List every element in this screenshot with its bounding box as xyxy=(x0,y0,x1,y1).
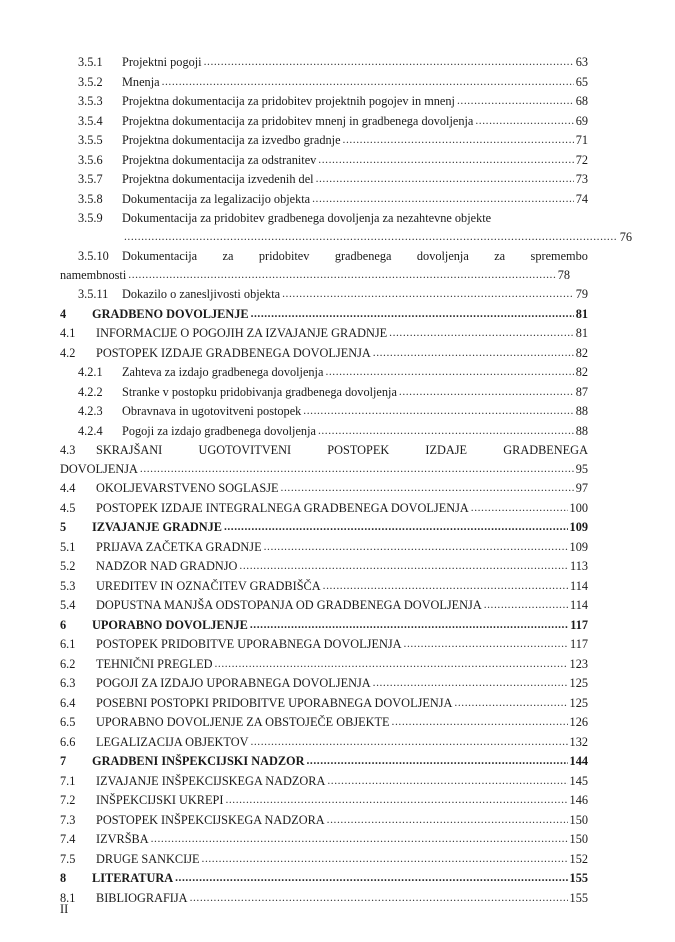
toc-entry-page: 97 xyxy=(575,481,588,495)
dot-leader xyxy=(250,616,568,635)
toc-entry-title-cont: DOVOLJENJA xyxy=(60,461,138,476)
toc-entry-number: 4 xyxy=(60,306,67,321)
toc-entry-number: 4.2.1 xyxy=(78,365,103,379)
toc-entry-page: 144 xyxy=(569,754,588,768)
toc-title-word: POSTOPEK xyxy=(327,443,390,457)
toc-entry-page: 125 xyxy=(569,676,588,690)
dot-leader xyxy=(316,170,574,189)
toc-entry-title: Mnenja xyxy=(122,74,160,89)
dot-leader xyxy=(373,344,574,363)
toc-entry-title: IZVAJANJE INŠPEKCIJSKEGA NADZORA xyxy=(96,773,326,788)
toc-entry-number: 4.2.2 xyxy=(78,384,103,399)
toc-entry[interactable] xyxy=(60,131,588,151)
dot-leader xyxy=(264,538,568,557)
dot-leader xyxy=(282,285,574,304)
toc-title-word: gradbenega xyxy=(334,249,392,263)
toc-entry-title: DOPUSTNA MANJŠA ODSTOPANJA OD GRADBENEGA DOVOLJENJA xyxy=(96,598,482,612)
toc-entry-number: 5.3 xyxy=(60,578,76,593)
toc-entry-number: 5.1 xyxy=(60,539,76,554)
toc-entry[interactable] xyxy=(60,752,588,772)
dot-leader xyxy=(318,151,573,170)
toc-entry-page: 82 xyxy=(575,345,588,360)
dot-leader xyxy=(475,112,573,131)
toc-entry-title: OKOLJEVARSTVENO SOGLASJE xyxy=(96,481,279,495)
toc-title-word: spremembo xyxy=(530,249,588,263)
toc-entry[interactable] xyxy=(60,324,588,344)
dot-leader xyxy=(389,324,574,343)
toc-entry-title: LITERATURA xyxy=(92,871,174,885)
dot-leader xyxy=(318,422,574,441)
dot-leader xyxy=(303,402,573,421)
toc-entry[interactable] xyxy=(60,479,588,499)
toc-entry-page: 109 xyxy=(569,520,588,534)
toc-entry[interactable] xyxy=(60,577,588,597)
toc-entry-title: INFORMACIJE O POGOJIH ZA IZVAJANJE GRADNJE xyxy=(96,326,388,340)
dot-leader xyxy=(454,694,567,713)
toc-entry-title: POSTOPEK IZDAJE INTEGRALNEGA GRADBENEGA DOVOLJENJA xyxy=(96,500,469,515)
toc-entry-page: 117 xyxy=(570,637,588,651)
toc-entry-title: Pogoji za izdajo gradbenega dovoljenja xyxy=(122,423,316,438)
table-of-contents xyxy=(60,53,632,908)
toc-entry-page: 126 xyxy=(569,715,588,729)
toc-entry-number: 7.3 xyxy=(60,812,76,827)
toc-entry[interactable] xyxy=(60,557,588,577)
dot-leader xyxy=(239,557,568,576)
toc-entry[interactable] xyxy=(60,499,588,519)
dot-leader xyxy=(343,131,574,150)
toc-entry-number: 3.5.3 xyxy=(78,94,103,108)
toc-entry-page: 125 xyxy=(569,695,588,710)
toc-entry-title: Zahteva za izdajo gradbenega dovoljenja xyxy=(122,365,324,379)
dot-leader xyxy=(250,733,567,752)
toc-entry[interactable] xyxy=(60,190,588,210)
toc-entry-title: PRIJAVA ZAČETKA GRADNJE xyxy=(96,539,262,554)
toc-entry[interactable] xyxy=(60,363,588,383)
toc-entry[interactable] xyxy=(60,73,588,93)
dot-leader xyxy=(307,752,568,771)
toc-entry-page: 155 xyxy=(569,890,588,905)
toc-title-word: IZDAJE xyxy=(425,443,468,457)
toc-entry-page: 155 xyxy=(569,871,588,885)
toc-entry-title: Projektna dokumentacija za izvedbo gradnje xyxy=(122,133,341,147)
toc-entry[interactable] xyxy=(60,694,588,714)
toc-entry-title: IZVRŠBA xyxy=(96,832,149,846)
toc-entry-number: 6.3 xyxy=(60,676,76,690)
toc-entry-title: Projektna dokumentacija za pridobitev mnenj in gradbenega dovoljenja xyxy=(122,113,474,128)
dot-leader xyxy=(224,518,568,537)
toc-entry-title: Projektna dokumentacija izvedenih del xyxy=(122,172,314,186)
toc-entry[interactable] xyxy=(60,772,588,792)
toc-entry[interactable] xyxy=(60,209,632,247)
toc-entry-number: 3.5.5 xyxy=(78,133,103,147)
dot-leader xyxy=(214,655,567,674)
toc-entry-number: 5 xyxy=(60,520,67,534)
dot-leader xyxy=(281,479,574,498)
dot-leader xyxy=(312,190,574,209)
toc-entry-page: 87 xyxy=(575,384,588,399)
toc-entry-page: 117 xyxy=(570,617,588,632)
toc-entry-page: 68 xyxy=(575,94,588,108)
toc-entry[interactable] xyxy=(60,285,588,305)
toc-title-word: za xyxy=(222,249,234,263)
toc-entry-page: 79 xyxy=(575,287,588,301)
toc-entry-page: 69 xyxy=(575,113,588,128)
toc-entry-page: 114 xyxy=(570,578,588,593)
toc-entry[interactable] xyxy=(60,791,588,811)
dot-leader xyxy=(140,460,574,479)
toc-entry-title: GRADBENI INŠPEKCIJSKI NADZOR xyxy=(92,754,305,768)
toc-entry-number: 3.5.8 xyxy=(78,191,103,206)
toc-entry-page: 88 xyxy=(575,404,588,418)
toc-entry-page: 88 xyxy=(575,423,588,438)
toc-entry[interactable] xyxy=(60,850,588,870)
toc-entry-title: Stranke v postopku pridobivanja gradbenega dovoljenja xyxy=(122,384,397,399)
toc-entry-number: 3.5.7 xyxy=(78,172,103,186)
toc-entry-number: 7.5 xyxy=(60,851,76,866)
toc-entry-page: 82 xyxy=(575,365,588,379)
toc-entry-title: POSTOPEK IZDAJE GRADBENEGA DOVOLJENJA xyxy=(96,345,371,360)
toc-entry-title: Projektni pogoji xyxy=(122,55,202,69)
dot-leader xyxy=(162,73,574,92)
toc-entry-title: DRUGE SANKCIJE xyxy=(96,851,200,866)
toc-title-word: za xyxy=(494,249,506,263)
toc-entry-title: UREDITEV IN OZNAČITEV GRADBIŠČA xyxy=(96,578,321,593)
toc-entry-number: 6.2 xyxy=(60,656,76,671)
toc-entry-title: Projektna dokumentacija za odstranitev xyxy=(122,152,317,167)
toc-entry-page: 132 xyxy=(569,734,588,749)
toc-entry-page: 81 xyxy=(575,326,588,340)
toc-entry[interactable] xyxy=(60,151,588,171)
toc-entry-page: 123 xyxy=(569,656,588,671)
toc-entry[interactable] xyxy=(60,616,588,636)
toc-title-word: pridobitev xyxy=(258,249,310,263)
dot-leader xyxy=(325,363,573,382)
toc-entry-page: 114 xyxy=(570,598,588,612)
dot-leader xyxy=(404,635,568,654)
toc-entry-page: 73 xyxy=(575,172,588,186)
toc-title-word: GRADBENEGA xyxy=(503,443,588,457)
dot-leader xyxy=(175,869,567,888)
toc-entry-page: 145 xyxy=(569,773,588,788)
dot-leader xyxy=(204,53,574,72)
toc-entry-title: Obravnava in ugotovitveni postopek xyxy=(122,404,302,418)
toc-entry-number: 4.1 xyxy=(60,326,76,340)
toc-entry[interactable] xyxy=(60,733,588,753)
toc-entry-number: 7.1 xyxy=(60,773,76,788)
toc-entry[interactable] xyxy=(60,830,588,850)
toc-entry-title: BIBLIOGRAFIJA xyxy=(96,890,188,905)
toc-entry-number: 6.1 xyxy=(60,637,76,651)
toc-entry-number: 6.4 xyxy=(60,695,76,710)
toc-entry[interactable] xyxy=(60,441,588,479)
toc-entry-number: 7 xyxy=(60,754,67,768)
dot-leader xyxy=(124,228,618,247)
toc-entry-number: 4.2 xyxy=(60,345,76,360)
toc-entry-page: 100 xyxy=(569,500,588,515)
toc-entry-number: 7.2 xyxy=(60,793,76,807)
toc-entry-number: 3.5.1 xyxy=(78,55,103,69)
toc-entry[interactable] xyxy=(60,655,588,675)
toc-entry-title: Dokumentacija za legalizacijo objekta xyxy=(122,191,311,206)
toc-entry-number: 5.2 xyxy=(60,559,76,573)
dot-leader xyxy=(251,305,574,324)
toc-entry-number: 7.4 xyxy=(60,832,76,846)
toc-entry-title-cont: namembnosti xyxy=(60,267,127,282)
dot-leader xyxy=(327,811,568,830)
dot-leader xyxy=(225,791,567,810)
toc-entry-number: 3.5.9 xyxy=(78,211,103,225)
toc-entry-title: POSTOPEK PRIDOBITVE UPORABNEGA DOVOLJENJA xyxy=(96,637,402,651)
toc-entry-page: 65 xyxy=(575,74,588,89)
toc-entry-title: GRADBENO DOVOLJENJE xyxy=(92,306,249,321)
dot-leader xyxy=(128,266,555,285)
toc-entry-page: 71 xyxy=(575,133,588,147)
toc-entry-number: 3.5.10 xyxy=(78,249,109,263)
toc-entry-title xyxy=(122,247,588,266)
toc-entry[interactable] xyxy=(60,811,588,831)
dot-leader xyxy=(471,499,568,518)
toc-entry[interactable] xyxy=(60,635,588,655)
toc-title-word: Dokumentacija xyxy=(122,249,198,263)
toc-entry-page: 95 xyxy=(575,461,588,476)
toc-entry[interactable] xyxy=(60,538,588,558)
toc-entry-number: 4.4 xyxy=(60,481,76,495)
toc-entry[interactable] xyxy=(60,674,588,694)
toc-title-word: dovoljenja xyxy=(416,249,469,263)
toc-entry-number: 6 xyxy=(60,617,67,632)
toc-entry-page: 76 xyxy=(619,229,632,244)
toc-entry-title: TEHNIČNI PREGLED xyxy=(96,656,213,671)
toc-entry-number: 8.1 xyxy=(60,890,76,905)
toc-entry-title: UPORABNO DOVOLJENJE xyxy=(92,617,248,632)
toc-entry-page: 150 xyxy=(569,812,588,827)
toc-entry-title: POSEBNI POSTOPKI PRIDOBITVE UPORABNEGA DOVOLJENJA xyxy=(96,695,453,710)
toc-entry[interactable] xyxy=(60,53,588,73)
dot-leader xyxy=(484,596,568,615)
toc-entry[interactable] xyxy=(60,383,588,403)
toc-entry-number: 8 xyxy=(60,871,67,885)
toc-entry-title: Dokazilo o zanesljivosti objekta xyxy=(122,287,281,301)
toc-entry[interactable] xyxy=(60,402,588,422)
toc-entry-title: POSTOPEK INŠPEKCIJSKEGA NADZORA xyxy=(96,812,325,827)
toc-entry-page: 78 xyxy=(557,267,570,282)
dot-leader xyxy=(327,772,567,791)
toc-entry-title: Dokumentacija za pridobitev gradbenega dovoljenja za nezahtevne objekte xyxy=(122,211,492,225)
toc-entry-page: 150 xyxy=(569,832,588,846)
toc-entry-title: Projektna dokumentacija za pridobitev projektnih pogojev in mnenj xyxy=(122,94,455,108)
dot-leader xyxy=(373,674,568,693)
toc-entry[interactable] xyxy=(60,305,588,325)
toc-entry-number: 4.5 xyxy=(60,500,76,515)
toc-title-word: UGOTOVITVENI xyxy=(198,443,292,457)
dot-leader xyxy=(399,383,574,402)
dot-leader xyxy=(392,713,568,732)
toc-entry-page: 63 xyxy=(575,55,588,69)
toc-entry[interactable] xyxy=(60,92,588,112)
toc-entry-title xyxy=(96,441,588,460)
dot-leader xyxy=(457,92,574,111)
toc-title-word: SKRAJŠANI xyxy=(96,443,163,457)
toc-entry[interactable] xyxy=(60,713,588,733)
dot-leader xyxy=(190,889,568,908)
toc-entry[interactable] xyxy=(60,596,588,616)
toc-entry-number: 3.5.6 xyxy=(78,152,103,167)
toc-entry-number: 4.3 xyxy=(60,443,76,457)
toc-entry-title: UPORABNO DOVOLJENJE ZA OBSTOJEČE OBJEKTE xyxy=(96,715,390,729)
toc-entry-title: INŠPEKCIJSKI UKREPI xyxy=(96,793,224,807)
toc-entry[interactable] xyxy=(60,344,588,364)
toc-entry[interactable] xyxy=(60,170,588,190)
toc-entry-number: 5.4 xyxy=(60,598,76,612)
toc-entry[interactable] xyxy=(60,869,588,889)
toc-entry[interactable] xyxy=(60,247,588,285)
toc-entry-number: 3.5.11 xyxy=(78,287,109,301)
toc-entry-number: 6.5 xyxy=(60,715,76,729)
toc-entry-number: 3.5.2 xyxy=(78,74,103,89)
toc-entry-page: 152 xyxy=(569,851,588,866)
toc-entry-title: IZVAJANJE GRADNJE xyxy=(92,520,222,534)
toc-entry-title: LEGALIZACIJA OBJEKTOV xyxy=(96,734,249,749)
page-folio: II xyxy=(60,902,69,916)
toc-entry-page: 113 xyxy=(570,559,588,573)
toc-entry-page: 109 xyxy=(569,539,588,554)
dot-leader xyxy=(323,577,568,596)
dot-leader xyxy=(151,830,568,849)
toc-entry-page: 72 xyxy=(575,152,588,167)
toc-entry-title: NADZOR NAD GRADNJO xyxy=(96,559,238,573)
dot-leader xyxy=(202,850,568,869)
toc-entry[interactable] xyxy=(60,889,588,909)
toc-entry-number: 6.6 xyxy=(60,734,76,749)
toc-entry-page: 146 xyxy=(569,793,588,807)
toc-entry-page: 74 xyxy=(575,191,588,206)
toc-entry-title: POGOJI ZA IZDAJO UPORABNEGA DOVOLJENJA xyxy=(96,676,371,690)
toc-entry[interactable] xyxy=(60,518,588,538)
toc-entry[interactable] xyxy=(60,112,588,132)
toc-entry-number: 4.2.4 xyxy=(78,423,103,438)
toc-entry-page: 81 xyxy=(575,306,588,321)
toc-entry-number: 3.5.4 xyxy=(78,113,103,128)
toc-entry-number: 4.2.3 xyxy=(78,404,103,418)
toc-entry[interactable] xyxy=(60,422,588,442)
